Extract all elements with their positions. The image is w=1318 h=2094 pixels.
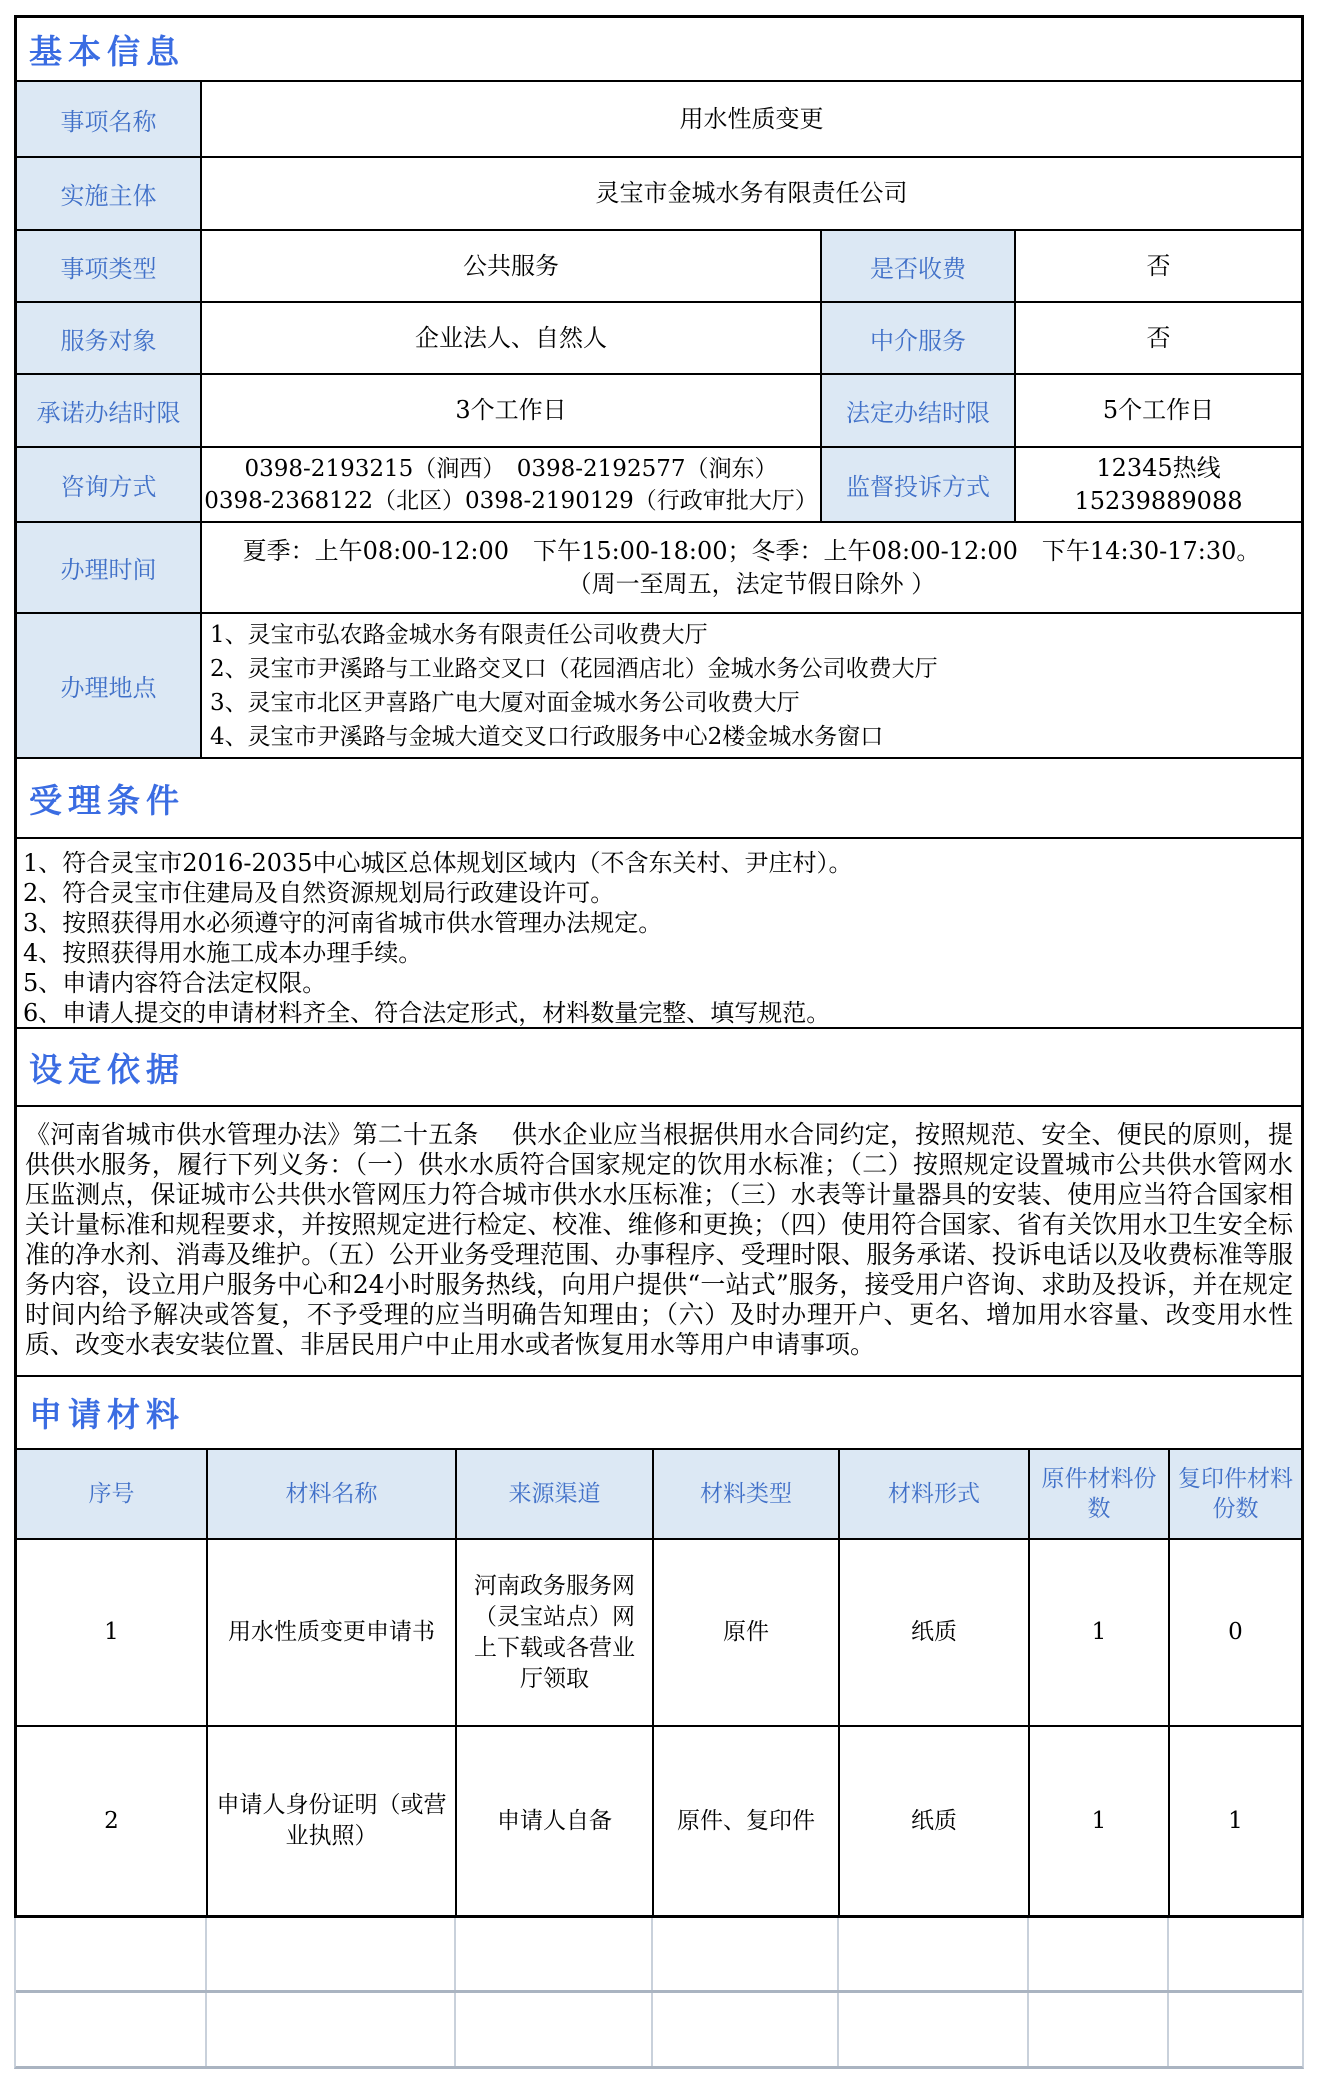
target-label: 服务对象 <box>17 303 200 373</box>
legal-limit-value: 5个工作日 <box>1014 375 1301 446</box>
empty-cell <box>837 1918 1027 1990</box>
service-info-document <box>14 15 1304 2069</box>
empty-cell <box>1167 1993 1306 2066</box>
empty-cell <box>454 1918 651 1990</box>
material-2-copy-count: 1 <box>1168 1727 1301 1915</box>
material-2-form: 纸质 <box>838 1727 1028 1915</box>
row-consult-complaint <box>17 446 1301 521</box>
location-item-1: 1、灵宝市弘农路金城水务有限责任公司收费大厅 <box>210 621 708 648</box>
empty-cell <box>205 1918 454 1990</box>
legal-limit-label: 法定办结时限 <box>820 375 1014 446</box>
row-subject <box>17 156 1301 229</box>
consult-label: 咨询方式 <box>17 448 200 521</box>
subject-value: 灵宝市金城水务有限责任公司 <box>200 158 1301 229</box>
section-title-acceptance: 受理条件 <box>17 757 1301 837</box>
complaint-phone: 15239889088 <box>1074 486 1243 515</box>
office-locations-label: 办理地点 <box>17 614 200 757</box>
materials-empty-row-2 <box>16 1990 1302 2066</box>
material-2-source: 申请人自备 <box>455 1727 652 1915</box>
materials-header-original-count: 原件材料份数 <box>1028 1450 1168 1538</box>
consult-line-1: 0398-2193215（涧西） 0398-2192577（涧东） <box>244 455 778 482</box>
empty-cell <box>651 1993 837 2066</box>
material-2-type: 原件、复印件 <box>652 1727 838 1915</box>
promise-limit-label: 承诺办结时限 <box>17 375 200 446</box>
acceptance-item-2: 2、符合灵宝市住建局及自然资源规划局行政建设许可。 <box>23 879 615 907</box>
consult-value <box>200 448 820 521</box>
legal-basis-paragraph: 《河南省城市供水管理办法》第二十五条 供水企业应当根据供用水合同约定，按照规范、安全、便民的原则，提供供水服务，履行下列义务：（一）供水水质符合国家规定的饮用水标准；（二）按照规定设置城市公共供水管网水压监测点，保证城市公共供水管网压力符合城市供水水压标准；（三）水表等计量器具的安装、使用应当符合国家相关计量标准和规程要求，并按照规定进行检定、校准、维修和更换；（四）使用符合国家、省有关饮用水卫生安全标准的净水剂、消毒及维护。（五）公开业务受理范围、办事程序、受理时限、服务承诺、投诉电话以及收费标准等服务内容，设立用户服务中心和24小时服务热线，向用户提供“一站式”服务，接受用户咨询、求助及投诉，并在规定时间内给予解决或答复，不予受理的应当明确告知理由；（六）及时办理开户、更名、增加用水容量、改变用水性质、改变水表安装位置、非居民用户中止用水或者恢复用水等用户申请事项。 <box>17 1105 1301 1375</box>
office-hours-value <box>200 523 1301 612</box>
material-1-form: 纸质 <box>838 1540 1028 1725</box>
material-1-original-count: 1 <box>1028 1540 1168 1725</box>
office-hours-line-2: （周一至周五，法定节假日除外 ） <box>567 569 936 598</box>
row-office-hours <box>17 521 1301 612</box>
materials-header-source: 来源渠道 <box>455 1450 652 1538</box>
section-title-materials: 申请材料 <box>17 1375 1301 1448</box>
row-target-agency <box>17 301 1301 373</box>
document-main-table <box>14 15 1304 1918</box>
material-1-seq: 1 <box>104 1619 119 1645</box>
materials-row-1 <box>17 1538 1301 1725</box>
complaint-value <box>1014 448 1301 521</box>
agency-value: 否 <box>1014 303 1301 373</box>
office-hours-line-1: 夏季：上午08:00-12:00 下午15:00-18:00；冬季：上午08:00-12:00 下午14:30-17:30。 <box>242 536 1261 565</box>
materials-row-2 <box>17 1725 1301 1915</box>
materials-header-type: 材料类型 <box>652 1450 838 1538</box>
complaint-hotline: 12345热线 <box>1096 453 1221 482</box>
type-label: 事项类型 <box>17 231 200 301</box>
type-value: 公共服务 <box>200 231 820 301</box>
fee-value: 否 <box>1014 231 1301 301</box>
acceptance-item-1: 1、符合灵宝市2016-2035中心城区总体规划区域内（不含东关村、尹庄村）。 <box>23 849 853 877</box>
material-2-original-count: 1 <box>1028 1727 1168 1915</box>
material-2-name: 申请人身份证明（或营业执照） <box>206 1727 455 1915</box>
complaint-label: 监督投诉方式 <box>820 448 1014 521</box>
office-hours-label: 办理时间 <box>17 523 200 612</box>
item-name-label: 事项名称 <box>17 82 200 156</box>
acceptance-item-3: 3、按照获得用水必须遵守的河南省城市供水管理办法规定。 <box>23 909 663 937</box>
materials-header-seq: 序号 <box>17 1450 206 1538</box>
material-1-type: 原件 <box>652 1540 838 1725</box>
material-1-name: 用水性质变更申请书 <box>206 1540 455 1725</box>
materials-header-name: 材料名称 <box>206 1450 455 1538</box>
acceptance-item-5: 5、申请内容符合法定权限。 <box>23 969 327 997</box>
empty-cell <box>205 1993 454 2066</box>
office-locations-value <box>200 614 1301 757</box>
empty-cell <box>1027 1993 1167 2066</box>
location-item-4: 4、灵宝市尹溪路与金城大道交叉口行政服务中心2楼金城水务窗口 <box>210 723 884 750</box>
item-name-value: 用水性质变更 <box>200 82 1301 156</box>
acceptance-conditions-list <box>17 837 1301 1027</box>
promise-limit-value: 3个工作日 <box>200 375 820 446</box>
section-title-basic-info: 基本信息 <box>17 18 1301 80</box>
row-time-limits <box>17 373 1301 446</box>
subject-label: 实施主体 <box>17 158 200 229</box>
empty-cell <box>651 1918 837 1990</box>
empty-cell <box>837 1993 1027 2066</box>
target-value: 企业法人、自然人 <box>200 303 820 373</box>
empty-cell <box>1167 1918 1306 1990</box>
row-office-locations <box>17 612 1301 757</box>
material-1-source: 河南政务服务网（灵宝站点）网上下载或各营业厅领取 <box>455 1540 652 1725</box>
row-item-name <box>17 80 1301 156</box>
materials-header-copy-count: 复印件材料份数 <box>1168 1450 1301 1538</box>
fee-label: 是否收费 <box>820 231 1014 301</box>
location-item-3: 3、灵宝市北区尹喜路广电大厦对面金城水务公司收费大厅 <box>210 689 800 716</box>
row-type-fee <box>17 229 1301 301</box>
empty-cell <box>16 1993 205 2066</box>
section-title-legal-basis: 设定依据 <box>17 1027 1301 1105</box>
agency-label: 中介服务 <box>820 303 1014 373</box>
location-item-2: 2、灵宝市尹溪路与工业路交叉口（花园酒店北）金城水务公司收费大厅 <box>210 655 938 682</box>
empty-cell <box>16 1918 205 1990</box>
materials-empty-row-1 <box>16 1918 1302 1990</box>
acceptance-item-6: 6、申请人提交的申请材料齐全、符合法定形式，材料数量完整、填写规范。 <box>23 999 831 1027</box>
acceptance-item-4: 4、按照获得用水施工成本办理手续。 <box>23 939 423 967</box>
materials-header-row <box>17 1448 1301 1538</box>
material-2-seq: 2 <box>104 1807 119 1834</box>
material-1-copy-count: 0 <box>1168 1540 1301 1725</box>
empty-cell <box>1027 1918 1167 1990</box>
consult-line-2: 0398-2368122（北区）0398-2190129（行政审批大厅） <box>204 487 818 514</box>
materials-header-form: 材料形式 <box>838 1450 1028 1538</box>
empty-cell <box>454 1993 651 2066</box>
materials-empty-rows <box>14 1918 1304 2069</box>
